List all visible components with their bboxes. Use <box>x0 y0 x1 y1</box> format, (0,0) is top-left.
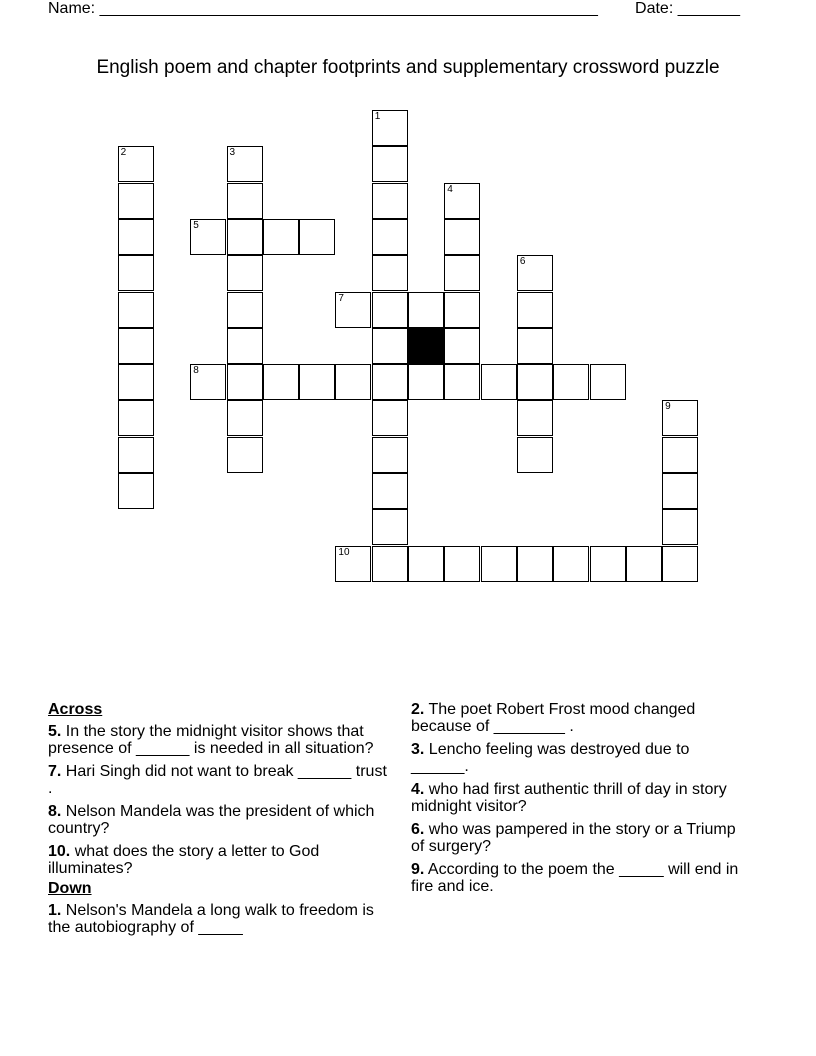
grid-cell[interactable] <box>517 328 553 364</box>
clue-number: 2. <box>411 701 425 718</box>
clue-text: In the story the midnight visitor shows that presence of ______ is needed in all situation? <box>48 723 374 757</box>
grid-cell[interactable] <box>227 146 263 182</box>
grid-cell[interactable] <box>118 219 154 255</box>
cell-number: 6 <box>519 256 526 268</box>
cell-number: 2 <box>120 147 127 159</box>
grid-cell[interactable] <box>662 509 698 545</box>
clue-across-5 <box>48 723 388 757</box>
grid-cell[interactable] <box>372 437 408 473</box>
grid-cell[interactable] <box>372 364 408 400</box>
grid-cell[interactable] <box>190 219 226 255</box>
grid-cell[interactable] <box>118 183 154 219</box>
cell-number: 10 <box>338 546 350 558</box>
grid-cell[interactable] <box>372 219 408 255</box>
clues-left-column <box>48 701 388 942</box>
clue-text: Nelson Mandela was the president of which country? <box>48 803 375 837</box>
grid-cell[interactable] <box>517 400 553 436</box>
grid-cell[interactable] <box>118 328 154 364</box>
cell-number: 4 <box>447 183 453 195</box>
grid-cell[interactable] <box>118 473 154 509</box>
grid-cell[interactable] <box>263 219 299 255</box>
grid-cell[interactable] <box>662 546 698 582</box>
grid-cell[interactable] <box>372 110 408 146</box>
clue-text: The poet Robert Frost mood changed because of ________ . <box>411 701 696 735</box>
across-heading: Across <box>48 701 103 718</box>
clue-number: 7. <box>48 763 62 780</box>
grid-cell[interactable] <box>517 364 553 400</box>
grid-cell[interactable] <box>372 509 408 545</box>
grid-cell[interactable] <box>372 146 408 182</box>
grid-cell[interactable] <box>481 546 517 582</box>
grid-cell[interactable] <box>227 328 263 364</box>
clue-text: According to the poem the _____ will end in fire and ice. <box>411 861 739 895</box>
grid-cell[interactable] <box>481 364 517 400</box>
grid-cell[interactable] <box>299 364 335 400</box>
clue-down-1 <box>48 902 388 936</box>
grid-cell[interactable] <box>263 364 299 400</box>
grid-cell[interactable] <box>335 292 371 328</box>
grid-cell[interactable] <box>408 292 444 328</box>
date-field: Date: _______ <box>635 0 740 17</box>
grid-cell[interactable] <box>227 255 263 291</box>
grid-cell[interactable] <box>372 183 408 219</box>
clue-across-10 <box>48 843 388 877</box>
grid-cell[interactable] <box>553 364 589 400</box>
grid-cell[interactable] <box>444 255 480 291</box>
clue-down-4 <box>411 781 741 815</box>
grid-cell[interactable] <box>444 364 480 400</box>
grid-cell[interactable] <box>408 364 444 400</box>
clue-number: 10. <box>48 843 71 860</box>
grid-cell[interactable] <box>335 546 371 582</box>
clue-number: 1. <box>48 902 62 919</box>
cell-number: 9 <box>665 401 671 413</box>
grid-cell[interactable] <box>444 219 480 255</box>
clue-number: 9. <box>411 861 425 878</box>
clue-down-3 <box>411 741 741 775</box>
cell-number: 3 <box>229 147 236 159</box>
grid-cell[interactable] <box>372 292 408 328</box>
cell-number: 5 <box>193 219 199 231</box>
grid-cell[interactable] <box>372 255 408 291</box>
grid-cell[interactable] <box>444 292 480 328</box>
grid-cell[interactable] <box>372 400 408 436</box>
black-cell <box>408 328 444 364</box>
clue-number: 8. <box>48 803 62 820</box>
grid-cell[interactable] <box>662 473 698 509</box>
grid-cell[interactable] <box>372 328 408 364</box>
clue-text: what does the story a letter to God illuminates? <box>48 843 320 877</box>
grid-cell[interactable] <box>553 546 589 582</box>
clue-number: 6. <box>411 821 425 838</box>
clue-down-9 <box>411 861 741 895</box>
grid-cell[interactable] <box>408 546 444 582</box>
clue-text: who had first authentic thrill of day in story midnight visitor? <box>411 781 727 815</box>
grid-cell[interactable] <box>517 292 553 328</box>
name-field: Name: ________________________________________________________ <box>48 0 598 17</box>
grid-cell[interactable] <box>662 400 698 436</box>
down-heading: Down <box>48 880 92 897</box>
clue-text: who was pampered in the story or a Triump of surgery? <box>411 821 736 855</box>
puzzle-title: English poem and chapter footprints and supplementary crossword puzzle <box>96 57 720 78</box>
grid-cell[interactable] <box>118 146 154 182</box>
cell-number: 7 <box>338 292 344 304</box>
clue-across-8 <box>48 803 388 837</box>
clue-down-6 <box>411 821 741 855</box>
grid-cell[interactable] <box>118 255 154 291</box>
grid-cell[interactable] <box>227 219 263 255</box>
grid-cell[interactable] <box>118 437 154 473</box>
grid-cell[interactable] <box>372 473 408 509</box>
grid-cell[interactable] <box>227 364 263 400</box>
clues-right-column <box>411 701 741 901</box>
clue-number: 4. <box>411 781 425 798</box>
grid-cell[interactable] <box>299 219 335 255</box>
grid-cell[interactable] <box>227 400 263 436</box>
clue-number: 5. <box>48 723 62 740</box>
grid-cell[interactable] <box>517 255 553 291</box>
grid-cell[interactable] <box>662 437 698 473</box>
grid-cell[interactable] <box>227 292 263 328</box>
grid-cell[interactable] <box>590 364 626 400</box>
grid-cell[interactable] <box>227 437 263 473</box>
grid-cell[interactable] <box>626 546 662 582</box>
grid-cell[interactable] <box>444 546 480 582</box>
cell-number: 8 <box>193 365 199 377</box>
grid-cell[interactable] <box>335 364 371 400</box>
grid-cell[interactable] <box>118 292 154 328</box>
grid-cell[interactable] <box>444 328 480 364</box>
grid-cell[interactable] <box>118 364 154 400</box>
grid-cell[interactable] <box>227 183 263 219</box>
clue-text: Nelson's Mandela a long walk to freedom is the autobiography of _____ <box>48 902 374 936</box>
grid-cell[interactable] <box>118 400 154 436</box>
clue-across-7 <box>48 763 388 797</box>
grid-cell[interactable] <box>190 364 226 400</box>
grid-cell[interactable] <box>517 546 553 582</box>
clue-number: 3. <box>411 741 425 758</box>
cell-number: 1 <box>374 111 381 122</box>
grid-cell[interactable] <box>444 183 480 219</box>
grid-cell[interactable] <box>590 546 626 582</box>
grid-cell[interactable] <box>517 437 553 473</box>
clue-down-2 <box>411 701 741 735</box>
clue-text: Lencho feeling was destroyed due to ______. <box>411 741 690 775</box>
grid-cell[interactable] <box>372 546 408 582</box>
clue-text: Hari Singh did not want to break ______ trust . <box>48 763 387 797</box>
